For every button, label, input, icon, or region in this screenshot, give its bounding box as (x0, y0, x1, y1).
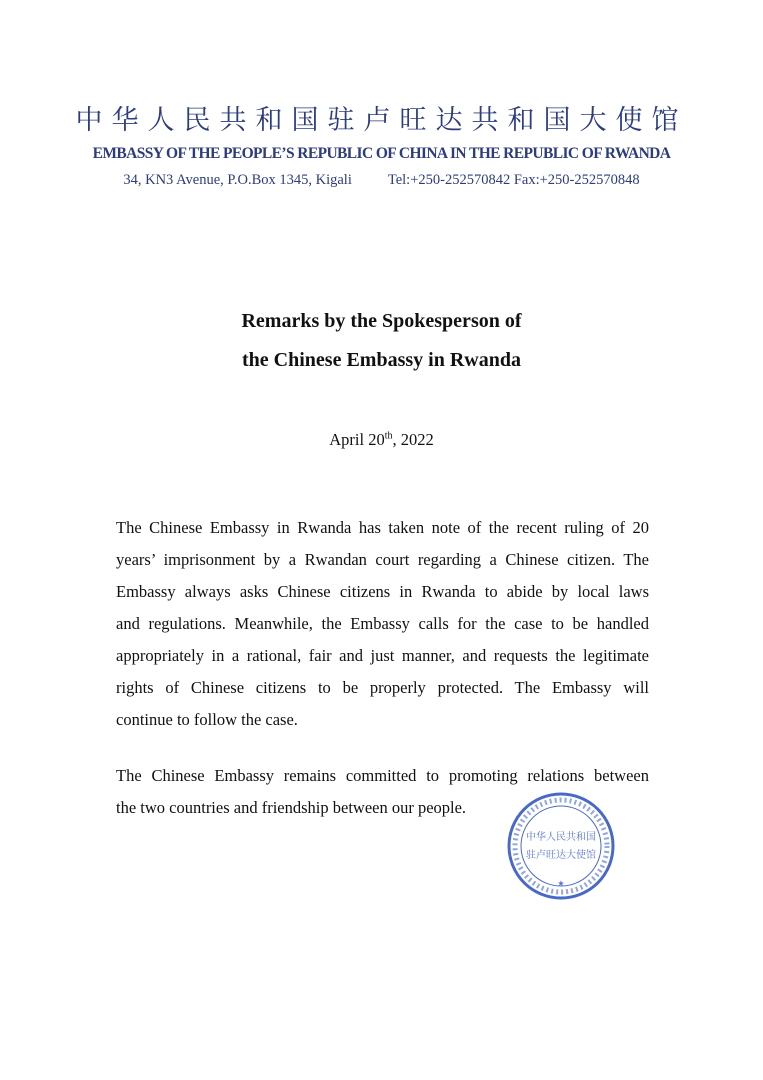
embassy-seal-stamp (505, 790, 617, 902)
letterhead-english-name: EMBASSY OF THE PEOPLE’S REPUBLIC OF CHINA IN THE REPUBLIC OF RWANDA (92, 145, 671, 162)
date-year: , 2022 (392, 430, 434, 449)
letterhead-chinese-name: 中华人民共和国驻卢旺达共和国大使馆 (75, 105, 688, 136)
svg-text:★: ★ (557, 879, 565, 888)
document-title-line2: the Chinese Embassy in Rwanda (242, 349, 521, 371)
document-title-line1: Remarks by the Spokesperson of (241, 310, 522, 332)
svg-text:中华人民共和国: 中华人民共和国 (526, 832, 596, 843)
paragraph-line: The Chinese Embassy in Rwanda has taken note of the recent ruling of 20 (116, 518, 649, 537)
letterhead-address-line (0, 172, 763, 189)
date-suffix: th (384, 430, 393, 442)
paragraph-1 (116, 512, 649, 736)
document-date (0, 430, 763, 450)
paragraph-line: years’ imprisonment by a Rwandan court regarding a Chinese citizen. The (116, 550, 649, 569)
paragraph-line: The Chinese Embassy remains committed to promoting relations between (116, 766, 649, 785)
paragraph-line: continue to follow the case. (116, 710, 298, 729)
date-day: April 20 (329, 430, 385, 449)
paragraph-line: rights of Chinese citizens to be properly protected. The Embassy will (116, 678, 649, 697)
paragraph-line: and regulations. Meanwhile, the Embassy calls for the case to be handled (116, 614, 649, 633)
contact: Tel:+250-252570842 Fax:+250-252570848 (387, 172, 640, 188)
address: 34, KN3 Avenue, P.O.Box 1345, Kigali (123, 172, 352, 188)
paragraph-line: appropriately in a rational, fair and just manner, and requests the legitimate (116, 646, 649, 665)
paragraph-line: Embassy always asks Chinese citizens in Rwanda to abide by local laws (116, 582, 649, 601)
paragraph-line: the two countries and friendship between our people. (116, 798, 467, 817)
svg-text:驻卢旺达大使馆: 驻卢旺达大使馆 (526, 850, 596, 861)
